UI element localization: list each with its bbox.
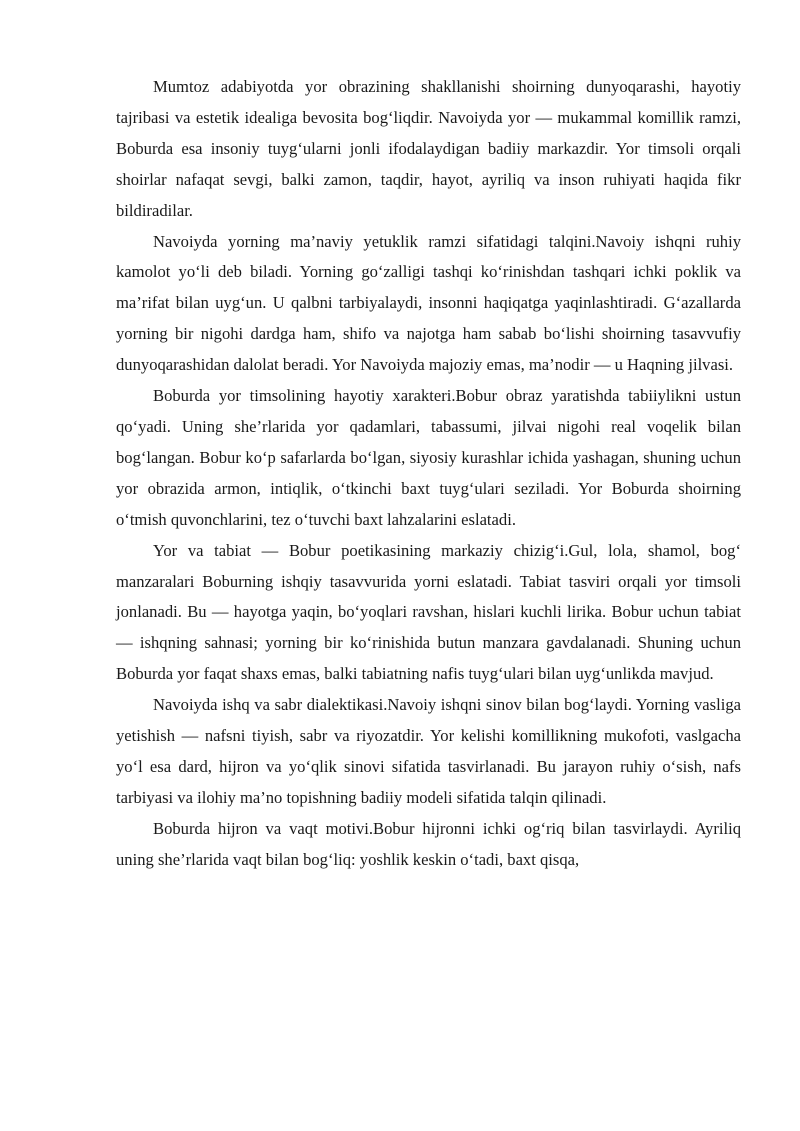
paragraph-ishq-sabr: Navoiyda ishq va sabr dialektikasi.Navoiy ishqni sinov bilan bog‘laydi. Yorning vasliga yetishish — nafsni tiyish, sabr va riyozatdir. Yor kelishi komillikning mukofoti, vaslgacha yo‘l esa dard, hijron va yo‘qlik sinovi sifatida tasvirlanadi. Bu jarayon ruhiy o‘sish, nafs tarbiyasi va ilohiy ma’no topishning badiiy modeli sifatida talqin qilinadi. bbox=[116, 695, 741, 807]
paragraph-intro: Mumtoz adabiyotda yor obrazining shakllanishi shoirning dunyoqarashi, hayotiy tajribasi va estetik idealiga bevosita bog‘liqdir. Navoiyda yor — mukammal komillik ramzi, Boburda esa insoniy tuyg‘ularni jonli ifodalaydigan badiiy markazdir. Yor timsoli orqali shoirlar nafaqat sevgi, balki zamon, taqdir, hayot, ayriliq va inson ruhiyati haqida fikr bildiradilar. bbox=[116, 77, 741, 220]
paragraph-yor-tabiat: Yor va tabiat — Bobur poetikasining markaziy chizig‘i.Gul, lola, shamol, bog‘ manzaralari Boburning ishqiy tasavvurida yorni eslatadi. Tabiat tasviri orqali yor timsoli jonlanadi. Bu — hayotga yaqin, bo‘yoqlari ravshan, hislari kuchli lirika. Bobur uchun tabiat — ishqning sahnasi; yorning bir ko‘rinishida butun manzara gavdalanadi. Shuning uchun Boburda yor faqat shaxs emas, balki tabiatning nafis tuyg‘ulari bilan uyg‘unlikda mavjud. bbox=[116, 540, 741, 684]
document-page bbox=[116, 72, 741, 876]
paragraph-hijron-vaqt: Boburda hijron va vaqt motivi.Bobur hijronni ichki og‘riq bilan tasvirlaydi. Ayriliq uning she’rlarida vaqt bilan bog‘liq: yoshlik keskin o‘tadi, baxt qisqa, bbox=[116, 818, 741, 869]
paragraph-navoiy-yor: Navoiyda yorning ma’naviy yetuklik ramzi sifatidagi talqini.Navoiy ishqni ruhiy kamolot yo‘li deb biladi. Yorning go‘zalligi tashqi ko‘rinishdan tashqari ichki poklik va ma’rifat bilan uyg‘un. U qalbni tarbiyalaydi, insonni haqiqatga yaqinlashtiradi. G‘azallarda yorning bir nigohi dardga ham, shifo va najotga ham sabab bo‘lishi shoirning tasavvufiy dunyoqarashidan dalolat beradi. Yor Navoiyda majoziy emas, ma’nodir — u Haqning jilvasi. bbox=[116, 231, 741, 375]
paragraph-bobur-yor: Boburda yor timsolining hayotiy xarakteri.Bobur obraz yaratishda tabiiylikni ustun qo‘yadi. Uning she’rlarida yor qadamlari, tabassumi, jilvai nigohi real voqelik bilan bog‘langan. Bobur ko‘p safarlarda bo‘lgan, siyosiy kurashlar ichida yashagan, shuning uchun yor obrazida armon, intiqlik, o‘tkinchi baxt tuyg‘ulari seziladi. Yor Boburda shoirning o‘tmish quvonchlarini, tez o‘tuvchi baxt lahzalarini eslatadi. bbox=[116, 386, 741, 529]
